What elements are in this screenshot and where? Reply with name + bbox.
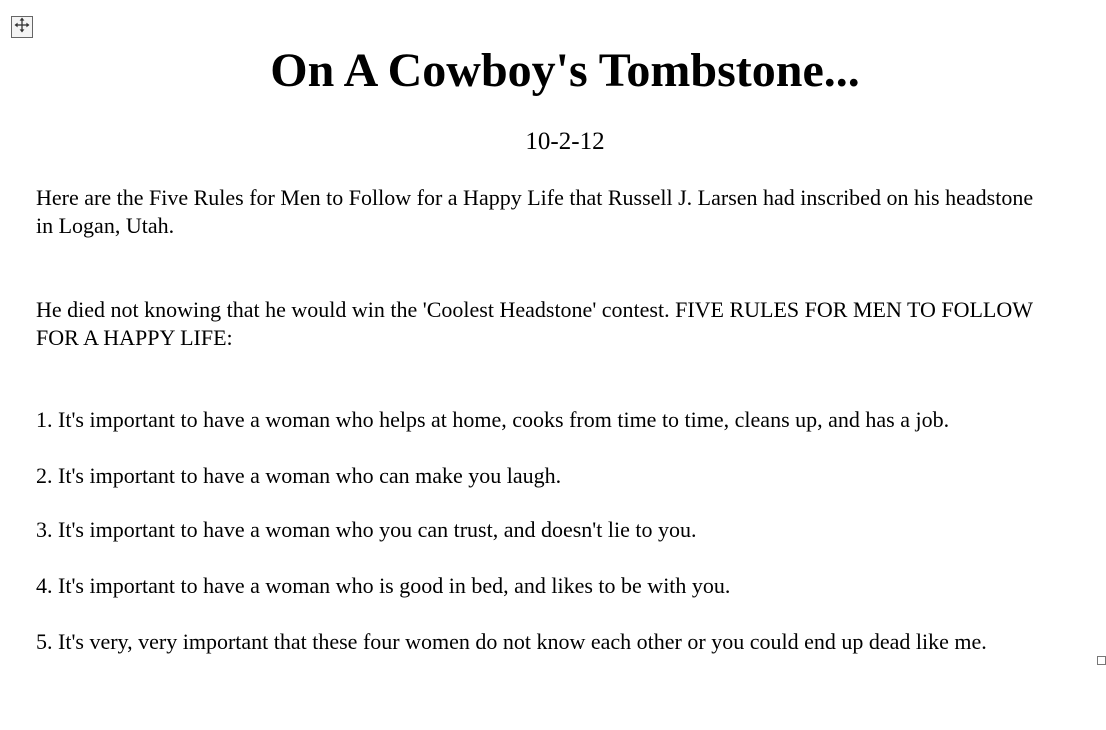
contest-paragraph: He died not knowing that he would win the 'Coolest Headstone' contest. FIVE RULES FOR MEN TO FOLLOW FOR A HAPPY LIFE: — [36, 297, 1033, 350]
rule-item-3: 3. It's important to have a woman who you can trust, and doesn't lie to you. — [36, 517, 697, 542]
move-arrows-icon — [14, 17, 30, 38]
page-title: On A Cowboy's Tombstone... — [270, 44, 860, 97]
table-move-handle[interactable] — [11, 16, 33, 38]
table-resize-handle[interactable] — [1097, 656, 1106, 665]
post-date: 10-2-12 — [525, 128, 605, 155]
rule-item-5: 5. It's very, very important that these four women do not know each other or you could end up dead like me. — [36, 629, 987, 654]
intro-paragraph: Here are the Five Rules for Men to Follow for a Happy Life that Russell J. Larsen had inscribed on his headstone in Logan, Utah. — [36, 185, 1034, 238]
rule-item-2: 2. It's important to have a woman who can make you laugh. — [36, 463, 562, 488]
rule-item-4: 4. It's important to have a woman who is good in bed, and likes to be with you. — [36, 573, 731, 598]
rule-item-1: 1. It's important to have a woman who helps at home, cooks from time to time, cleans up, and has a job. — [36, 407, 950, 432]
